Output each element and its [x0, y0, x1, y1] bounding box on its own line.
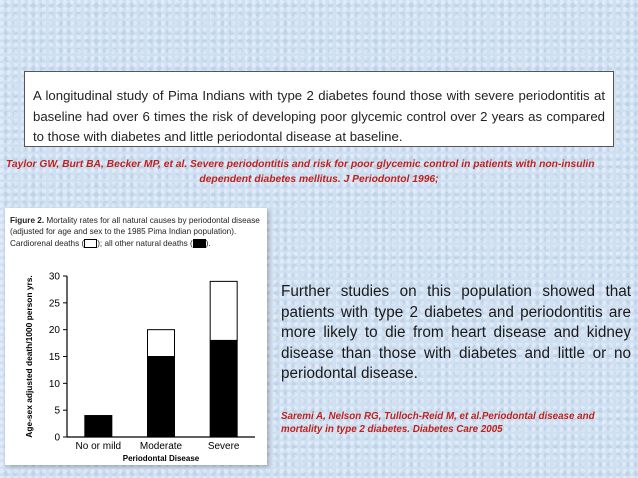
figure-caption-text-a: Mortality rates for all natural causes by periodontal disease (adjusted for age and sex to the 1985 Pima Indian population). Cardiorenal deaths (	[10, 216, 260, 248]
bar-moderate-other	[148, 357, 175, 438]
body-text: Further studies on this population showed that patients with type 2 diabetes and periodontitis are more likely to die from heart disease and kidney disease than those with diabetes and little or no periodontal disease.	[281, 283, 631, 382]
citation-taylor-line1: Taylor GW, Burt BA, Becker MP, et al. Severe periodontitis and risk for poor glycemic control in patients with non-insulin	[6, 159, 595, 170]
x-tick-label: Moderate	[139, 441, 183, 452]
y-tick-label: 20	[48, 325, 60, 337]
citation-taylor	[0, 157, 638, 187]
x-tick-label: Severe	[207, 441, 240, 452]
y-tick-label: 30	[48, 271, 60, 283]
y-tick-label: 10	[48, 378, 60, 390]
x-axis-label: Periodontal Disease	[122, 454, 200, 463]
y-tick-label: 25	[48, 298, 60, 310]
mortality-bar-chart	[5, 208, 267, 465]
bar-severe-other	[210, 340, 237, 437]
figure-caption-label: Figure 2.	[10, 216, 45, 225]
y-tick-label: 15	[48, 352, 60, 363]
figure-caption-text-c: ).	[205, 238, 211, 248]
citation-taylor-line2: dependent diabetes mellitus. J Periodontol 1996;	[199, 174, 439, 185]
figure-caption-text-b: ); all other natural deaths (	[97, 238, 193, 248]
bar-no-or-mild-other	[85, 416, 112, 437]
y-tick-label: 5	[54, 405, 60, 417]
x-tick-label: No or mild	[75, 441, 122, 452]
quote-text: A longitudinal study of Pima Indians with type 2 diabetes found those with severe periodontitis at baseline had over 6 times the risk of developing poor glycemic control over 2 years as compared to those with diabetes and little periodontal disease at baseline.	[33, 88, 605, 144]
citation-saremi: Saremi A, Nelson RG, Tulloch-Reid M, et al.Periodontal disease and mortality in type 2 diabetes. Diabetes Care 2005	[281, 411, 595, 435]
figure-panel	[5, 208, 267, 465]
y-axis-label: Age-sex adjusted death/1000 person yrs.	[24, 275, 34, 438]
bar-moderate-cardiorenal	[148, 330, 175, 357]
y-tick-label: 0	[54, 432, 60, 444]
quote-box	[24, 71, 614, 147]
bar-severe-cardiorenal	[210, 281, 237, 340]
